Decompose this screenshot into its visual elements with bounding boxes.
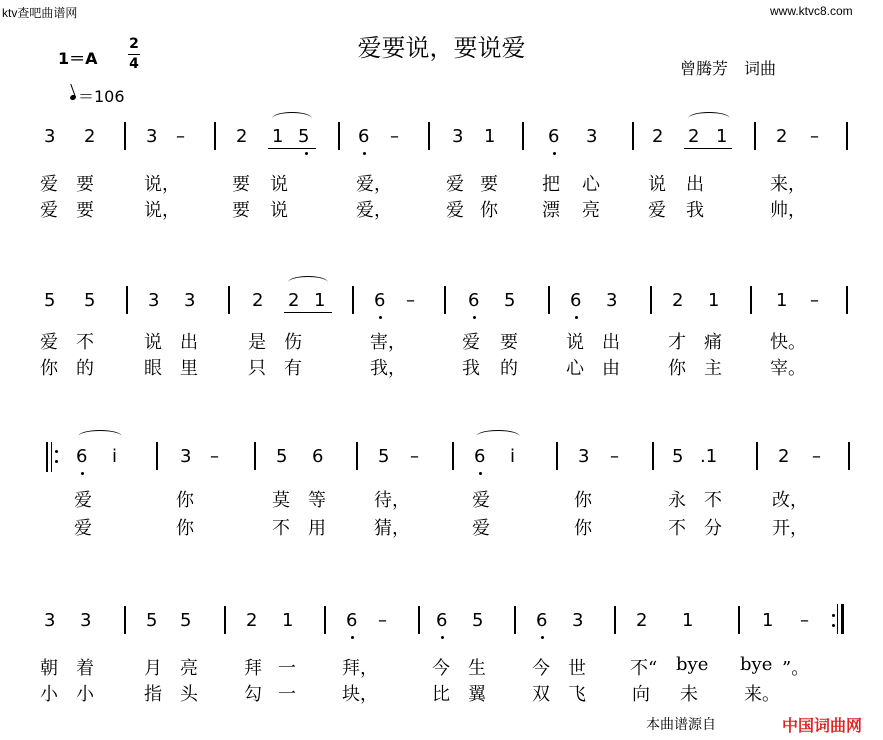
note: – bbox=[810, 126, 819, 147]
note: .1 bbox=[700, 446, 718, 467]
lyric: 莫 bbox=[272, 490, 290, 511]
note: 2 bbox=[636, 610, 648, 631]
note: 1 bbox=[708, 290, 720, 311]
slur-arc bbox=[78, 430, 122, 443]
note: i bbox=[112, 446, 118, 467]
lyric: 一 bbox=[278, 684, 296, 705]
note: – bbox=[800, 610, 809, 631]
note: – bbox=[378, 610, 387, 631]
bar-line bbox=[444, 286, 446, 314]
note: – bbox=[406, 290, 415, 311]
note: 6 bbox=[374, 290, 386, 311]
lyric: 有 bbox=[284, 358, 302, 379]
note: 1 bbox=[776, 290, 788, 311]
lyric: 只 bbox=[248, 358, 266, 379]
lyric: 爱 bbox=[74, 518, 92, 539]
note: 5 bbox=[672, 446, 684, 467]
tempo-value: ＝106 bbox=[78, 87, 125, 106]
note: 1 bbox=[716, 126, 728, 147]
beam-line bbox=[284, 312, 332, 313]
lyric: 勾 bbox=[244, 684, 262, 705]
lyric: 痛 bbox=[704, 332, 722, 353]
note: 3 bbox=[44, 126, 56, 147]
lyric: 来， bbox=[770, 174, 806, 195]
note: – bbox=[610, 446, 619, 467]
octave-dot bbox=[553, 152, 556, 155]
time-sig-divider bbox=[128, 54, 140, 55]
lyric: 要 bbox=[480, 174, 498, 195]
note: 2 bbox=[288, 290, 300, 311]
lyric: 向 bbox=[632, 684, 650, 705]
note: 1 bbox=[762, 610, 774, 631]
note: 6 bbox=[536, 610, 548, 631]
note: 2 bbox=[246, 610, 258, 631]
time-sig-top: 2 bbox=[129, 36, 139, 52]
note: 6 bbox=[570, 290, 582, 311]
bar-line bbox=[452, 442, 454, 470]
lyric: 不“ bbox=[630, 658, 658, 679]
lyric: 出 bbox=[686, 174, 704, 195]
note: 3 bbox=[180, 446, 192, 467]
bar-line bbox=[338, 122, 340, 150]
note: 5 bbox=[44, 290, 56, 311]
octave-dot bbox=[363, 152, 366, 155]
time-signature bbox=[126, 36, 142, 73]
note: 5 bbox=[472, 610, 484, 631]
octave-dot bbox=[575, 316, 578, 319]
lyric: 爱 bbox=[462, 332, 480, 353]
note: 1 bbox=[682, 610, 694, 631]
watermark-left: ktv查吧曲谱网 bbox=[2, 6, 78, 20]
note: 5 bbox=[180, 610, 192, 631]
bar-line bbox=[548, 286, 550, 314]
octave-dot bbox=[81, 472, 84, 475]
lyric: 你 bbox=[176, 518, 194, 539]
note: – bbox=[390, 126, 399, 147]
bar-line bbox=[126, 286, 128, 314]
note: 6 bbox=[358, 126, 370, 147]
tempo-marking bbox=[70, 84, 125, 107]
bar-line bbox=[418, 606, 420, 634]
note: 5 bbox=[146, 610, 158, 631]
bar-line bbox=[352, 286, 354, 314]
note: 3 bbox=[578, 446, 590, 467]
beam-line bbox=[268, 148, 316, 149]
lyric: 爱 bbox=[74, 490, 92, 511]
bar-line bbox=[848, 442, 850, 470]
note: 3 bbox=[148, 290, 160, 311]
note: 5 bbox=[276, 446, 288, 467]
lyric: 要 bbox=[232, 174, 250, 195]
slur-arc bbox=[288, 276, 328, 289]
note: 2 bbox=[252, 290, 264, 311]
bar-line bbox=[750, 286, 752, 314]
repeat-dot bbox=[832, 624, 835, 627]
lyric: 月 bbox=[144, 658, 162, 679]
lyric: 心 bbox=[566, 358, 584, 379]
octave-dot bbox=[473, 316, 476, 319]
note: 3 bbox=[586, 126, 598, 147]
octave-dot bbox=[351, 636, 354, 639]
lyric: 里 bbox=[180, 358, 198, 379]
lyric: 主 bbox=[704, 358, 722, 379]
repeat-dot bbox=[832, 614, 835, 617]
lyric: 拜 bbox=[244, 658, 262, 679]
lyric: 不 bbox=[704, 490, 722, 511]
lyric: 双 bbox=[532, 684, 550, 705]
lyric: 说 bbox=[270, 174, 288, 195]
note: i bbox=[510, 446, 516, 467]
lyric: 我， bbox=[370, 358, 406, 379]
lyric: 爱 bbox=[40, 174, 58, 195]
note: 2 bbox=[236, 126, 248, 147]
note: 3 bbox=[80, 610, 92, 631]
note: 6 bbox=[468, 290, 480, 311]
note: – bbox=[210, 446, 219, 467]
repeat-dot bbox=[55, 450, 58, 453]
key-signature: 1＝A bbox=[58, 49, 98, 68]
bar-line bbox=[614, 606, 616, 634]
note: 6 bbox=[312, 446, 324, 467]
lyric: 宰。 bbox=[770, 358, 806, 379]
note: 1 bbox=[484, 126, 496, 147]
lyric: 块， bbox=[342, 684, 378, 705]
note: – bbox=[810, 290, 819, 311]
lyric: 头 bbox=[180, 684, 198, 705]
bar-line bbox=[756, 442, 758, 470]
bar-line bbox=[556, 442, 558, 470]
lyric: 你 bbox=[480, 200, 498, 221]
lyric: 出 bbox=[602, 332, 620, 353]
bar-line bbox=[124, 606, 126, 634]
bar-line bbox=[254, 442, 256, 470]
lyric: 眼 bbox=[144, 358, 162, 379]
lyric: 说 bbox=[648, 174, 666, 195]
lyric: 的 bbox=[76, 358, 94, 379]
lyric: 说 bbox=[144, 332, 162, 353]
lyric: ”。 bbox=[782, 658, 810, 679]
lyric: 永 bbox=[668, 490, 686, 511]
lyric: 今 bbox=[532, 658, 550, 679]
bar-line bbox=[224, 606, 226, 634]
lyric: 等 bbox=[308, 490, 326, 511]
lyric: 爱 bbox=[446, 174, 464, 195]
watermark-right: www.ktvc8.com bbox=[770, 4, 853, 18]
repeat-start-thick bbox=[46, 442, 48, 472]
lyric: 出 bbox=[180, 332, 198, 353]
repeat-start-thin bbox=[51, 442, 52, 472]
note: 3 bbox=[44, 610, 56, 631]
lyric: 今 bbox=[432, 658, 450, 679]
lyric: 爱 bbox=[446, 200, 464, 221]
lyric: bye bbox=[740, 654, 773, 675]
lyric: 由 bbox=[602, 358, 620, 379]
lyric: 要 bbox=[500, 332, 518, 353]
lyric: 爱 bbox=[40, 200, 58, 221]
note: 2 bbox=[688, 126, 700, 147]
beam-line bbox=[684, 148, 732, 149]
lyric: 一 bbox=[278, 658, 296, 679]
source-label: 本曲谱源自 bbox=[646, 717, 716, 733]
bar-line bbox=[650, 286, 652, 314]
note: – bbox=[812, 446, 821, 467]
repeat-end-thick bbox=[841, 604, 844, 634]
composer-credit: 曾腾芳 词曲 bbox=[680, 59, 777, 78]
lyric: 把 bbox=[542, 174, 560, 195]
lyric: 爱 bbox=[472, 490, 490, 511]
lyric: 才 bbox=[668, 332, 686, 353]
note: 6 bbox=[346, 610, 358, 631]
lyric: 不 bbox=[272, 518, 290, 539]
lyric: 来。 bbox=[744, 684, 780, 705]
note: 3 bbox=[146, 126, 158, 147]
note: 2 bbox=[778, 446, 790, 467]
lyric: 要 bbox=[232, 200, 250, 221]
time-sig-bottom: 4 bbox=[129, 56, 139, 72]
note: 1 bbox=[282, 610, 294, 631]
lyric: 说， bbox=[144, 200, 180, 221]
lyric: 着 bbox=[76, 658, 94, 679]
octave-dot bbox=[379, 316, 382, 319]
lyric: 指 bbox=[144, 684, 162, 705]
lyric: 爱 bbox=[648, 200, 666, 221]
bar-line bbox=[522, 122, 524, 150]
lyric: 你 bbox=[668, 358, 686, 379]
octave-dot bbox=[441, 636, 444, 639]
lyric: 猜， bbox=[374, 518, 410, 539]
lyric: 比 bbox=[432, 684, 450, 705]
lyric: 未 bbox=[680, 684, 698, 705]
note: 6 bbox=[76, 446, 88, 467]
lyric: 帅， bbox=[770, 200, 806, 221]
note: 1 bbox=[314, 290, 326, 311]
lyric: 改， bbox=[772, 490, 808, 511]
lyric: 爱 bbox=[40, 332, 58, 353]
bar-line bbox=[324, 606, 326, 634]
note: 2 bbox=[652, 126, 664, 147]
note: 5 bbox=[378, 446, 390, 467]
lyric: 要 bbox=[76, 174, 94, 195]
note: – bbox=[176, 126, 185, 147]
note: 3 bbox=[452, 126, 464, 147]
bar-line bbox=[228, 286, 230, 314]
song-title: 爱要说，要说爱 bbox=[357, 34, 526, 62]
lyric: 你 bbox=[176, 490, 194, 511]
lyric: 小 bbox=[40, 684, 58, 705]
lyric: 你 bbox=[40, 358, 58, 379]
lyric: 拜， bbox=[342, 658, 378, 679]
repeat-dot bbox=[55, 460, 58, 463]
lyric: 是 bbox=[248, 332, 266, 353]
note: 2 bbox=[84, 126, 96, 147]
note: 5 bbox=[298, 126, 310, 147]
slur-arc bbox=[688, 112, 730, 125]
lyric: 亮 bbox=[582, 200, 600, 221]
bar-line bbox=[738, 606, 740, 634]
note: 3 bbox=[606, 290, 618, 311]
slur-arc bbox=[476, 430, 520, 443]
bar-line bbox=[846, 122, 848, 150]
note: 1 bbox=[272, 126, 284, 147]
note: 6 bbox=[474, 446, 486, 467]
lyric: 亮 bbox=[180, 658, 198, 679]
lyric: 爱， bbox=[356, 200, 392, 221]
note: 5 bbox=[84, 290, 96, 311]
lyric: 你 bbox=[574, 518, 592, 539]
note: 2 bbox=[776, 126, 788, 147]
lyric: 待， bbox=[374, 490, 410, 511]
note: 2 bbox=[672, 290, 684, 311]
bar-line bbox=[754, 122, 756, 150]
lyric: 伤 bbox=[284, 332, 302, 353]
bar-line bbox=[514, 606, 516, 634]
lyric: 开， bbox=[772, 518, 808, 539]
lyric: 不 bbox=[668, 518, 686, 539]
lyric: 的 bbox=[500, 358, 518, 379]
lyric: 漂 bbox=[542, 200, 560, 221]
bar-line bbox=[214, 122, 216, 150]
note: – bbox=[410, 446, 419, 467]
note: 5 bbox=[504, 290, 516, 311]
octave-dot bbox=[541, 636, 544, 639]
lyric: 爱 bbox=[472, 518, 490, 539]
lyric: 心 bbox=[582, 174, 600, 195]
lyric: 我 bbox=[462, 358, 480, 379]
lyric: 不 bbox=[76, 332, 94, 353]
bar-line bbox=[846, 286, 848, 314]
lyric: 我 bbox=[686, 200, 704, 221]
note: 3 bbox=[184, 290, 196, 311]
note: 6 bbox=[436, 610, 448, 631]
lyric: 快。 bbox=[770, 332, 806, 353]
lyric: 说 bbox=[566, 332, 584, 353]
lyric: 你 bbox=[574, 490, 592, 511]
lyric: 朝 bbox=[40, 658, 58, 679]
lyric: 世 bbox=[568, 658, 586, 679]
bar-line bbox=[652, 442, 654, 470]
octave-dot bbox=[305, 152, 308, 155]
lyric: 飞 bbox=[568, 684, 586, 705]
octave-dot bbox=[479, 472, 482, 475]
bar-line bbox=[428, 122, 430, 150]
lyric: 要 bbox=[76, 200, 94, 221]
lyric: 说 bbox=[270, 200, 288, 221]
lyric: 用 bbox=[308, 518, 326, 539]
lyric: 翼 bbox=[468, 684, 486, 705]
lyric: 分 bbox=[704, 518, 722, 539]
note: 6 bbox=[548, 126, 560, 147]
bar-line bbox=[124, 122, 126, 150]
repeat-end-thin bbox=[837, 604, 838, 634]
bar-line bbox=[156, 442, 158, 470]
quarter-note-icon bbox=[69, 94, 76, 101]
lyric: 爱， bbox=[356, 174, 392, 195]
lyric: 小 bbox=[76, 684, 94, 705]
note: 3 bbox=[572, 610, 584, 631]
bar-line bbox=[356, 442, 358, 470]
lyric: 说， bbox=[144, 174, 180, 195]
lyric: 害， bbox=[370, 332, 406, 353]
lyric: 生 bbox=[468, 658, 486, 679]
lyric: bye bbox=[676, 654, 709, 675]
bar-line bbox=[632, 122, 634, 150]
site-logo-text[interactable]: 中国词曲网 bbox=[782, 716, 863, 735]
slur-arc bbox=[272, 112, 312, 125]
